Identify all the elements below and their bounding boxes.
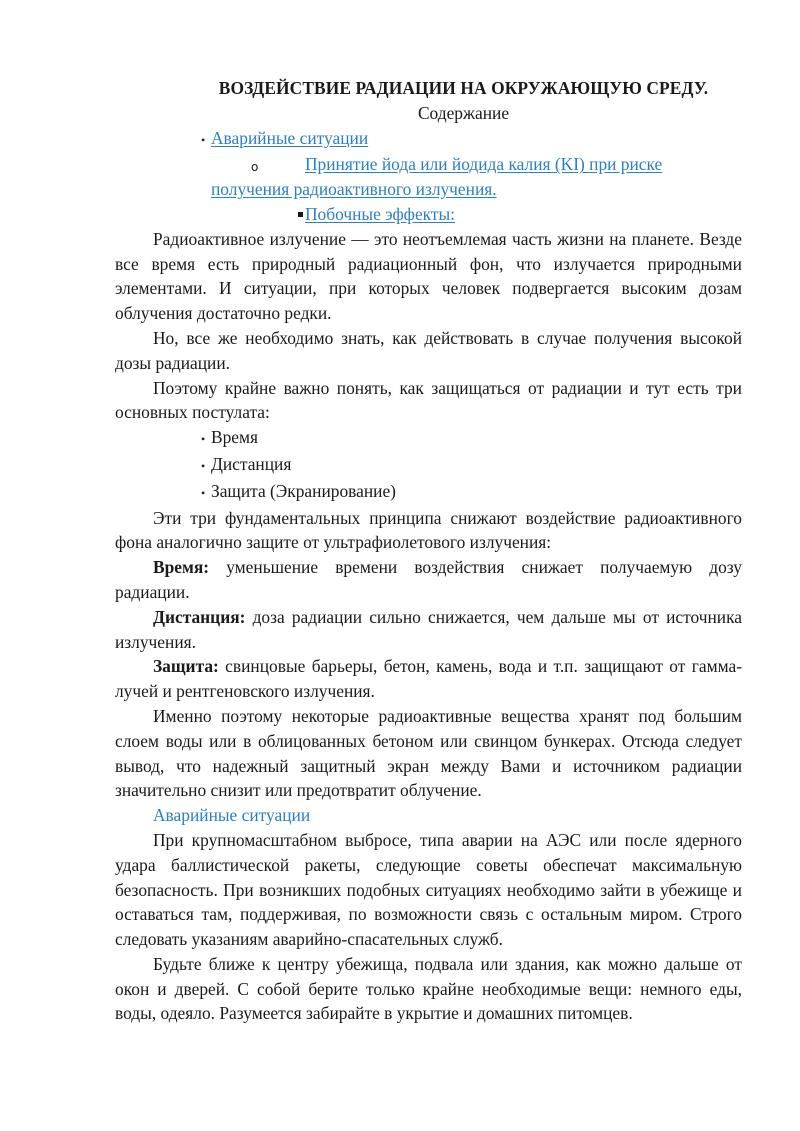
bullet-icon: •: [201, 458, 206, 473]
list-item-label: Защита (Экранирование): [211, 480, 396, 501]
section-heading-emergency: Аварийные ситуации: [153, 805, 311, 826]
list-item-label: Дистанция: [211, 453, 292, 474]
toc-link-iodine-line2[interactable]: получения радиоактивного излучения.: [211, 179, 497, 200]
paragraph-emergency: При крупномасштабном выбросе, типа аварии на АЭС или после ядерного удара баллистической ракеты, следующие советы обеспечат максимальную безопасность. При возникших подобных ситуациях необходимо зайти в убежище и оставаться там, поддерживая, по возможности связь с остальным миром. Строго следовать указаниям аварийно-спасательных служб.: [115, 829, 742, 950]
paragraph-storage: Именно поэтому некоторые радиоактивные вещества хранят под большим слоем воды или в облицованных бетоном или свинцом бункерах. Отсюда следует вывод, что надежный защитный экран между Вами и источником радиации значительно снизит или предотвратит облучение.: [115, 705, 742, 801]
square-bullet-icon: [298, 212, 303, 217]
term-shielding: Защита:: [153, 656, 219, 677]
bullet-icon: •: [201, 132, 206, 147]
circle-bullet-icon: o: [251, 160, 259, 175]
definition-distance: доза радиации сильно снижается, чем дальше мы от источника излучения.: [115, 606, 742, 652]
list-item-label: Время: [211, 427, 259, 448]
toc-heading: Содержание: [417, 102, 510, 123]
toc-item-iodine: [115, 152, 742, 202]
paragraph-distance: [115, 605, 742, 655]
definition-shielding: свинцовые барьеры, бетон, камень, вода и т.п. защищают от гамма-лучей и рентгеновского излучения.: [115, 656, 742, 702]
paragraph-time: [115, 555, 742, 605]
document-page: [115, 76, 742, 1026]
term-time: Время:: [153, 557, 210, 578]
bullet-icon: •: [201, 485, 206, 500]
paragraph-intro: Радиоактивное излучение — это неотъемлемая часть жизни на планете. Везде все время есть природный радиационный фон, что излучается природными элементами. И ситуации, при которых человек подвергается высоким дозам облучения достаточно редки.: [115, 228, 742, 324]
toc-item-side-effects: [115, 202, 742, 227]
paragraph-need-to-know: Но, все же необходимо знать, как действовать в случае получения высокой дозы радиации.: [115, 327, 742, 373]
paragraph-principles: Эти три фундаментальных принципа снижают воздействие радиоактивного фона аналогично защите от ультрафиолетового излучения:: [115, 507, 742, 553]
list-item: [115, 425, 742, 452]
definition-time: уменьшение времени воздействия снижает получаемую дозу радиации.: [115, 557, 742, 602]
paragraph-shelter: Будьте ближе к центру убежища, подвала или здания, как можно дальше от окон и дверей. С собой берите только крайне необходимые вещи: немного еды, воды, одеяло. Разумеется забирайте в укрытие и домашних питомцев.: [115, 953, 742, 1024]
list-item: [115, 479, 742, 506]
document-title: ВОЗДЕЙСТВИЕ РАДИАЦИИ НА ОКРУЖАЮЩУЮ СРЕДУ.: [218, 78, 709, 98]
toc-link-iodine-line1[interactable]: Принятие йода или йодида калия (KI) при риске: [305, 154, 663, 175]
list-item: [115, 452, 742, 479]
toc-item-emergency: [115, 126, 742, 153]
paragraph-shielding: [115, 654, 742, 704]
toc-link-side-effects[interactable]: Побочные эффекты:: [305, 203, 456, 224]
bullet-icon: •: [201, 432, 206, 447]
toc-link-emergency[interactable]: Аварийные ситуации: [211, 127, 369, 148]
term-distance: Дистанция:: [153, 606, 246, 627]
paragraph-postulates: Поэтому крайне важно понять, как защищаться от радиации и тут есть три основных постулата:: [115, 377, 742, 423]
